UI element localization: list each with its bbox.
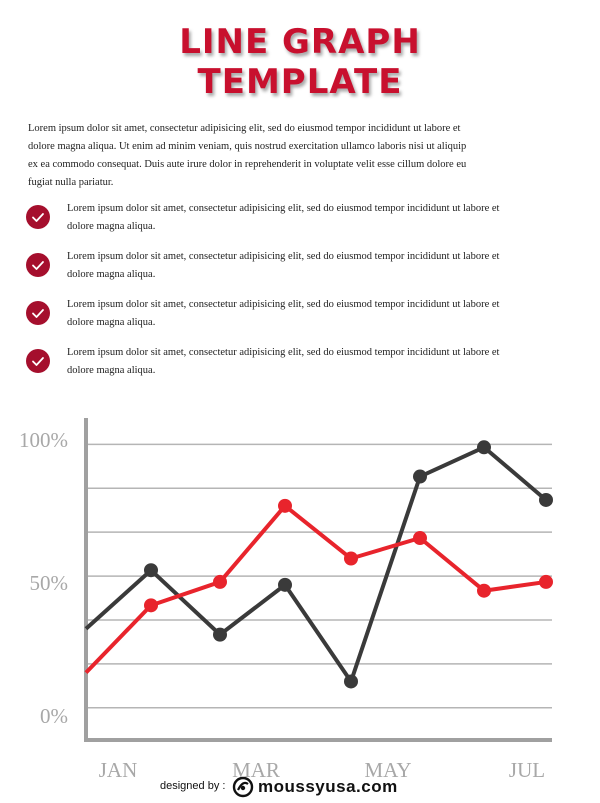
x-tick-label: JUL xyxy=(508,758,546,782)
series-dark-point xyxy=(413,470,427,484)
series-red-point xyxy=(539,575,553,589)
checkmark-icon xyxy=(26,301,50,325)
bullet-text: Lorem ipsum dolor sit amet, consectetur adipisicing elit, sed do eiusmod tempor incididunt ut labore et dolore magna aliqua. xyxy=(67,203,500,232)
x-tick-label: MAR xyxy=(232,758,280,782)
x-tick-label: JAN xyxy=(98,758,138,782)
line-chart xyxy=(0,400,600,785)
bullet-item xyxy=(26,200,546,248)
checkmark-icon xyxy=(26,349,50,373)
x-tick-label: MAY xyxy=(364,758,412,782)
bullet-item xyxy=(26,248,546,296)
series-dark-point xyxy=(278,578,292,592)
series-red-point xyxy=(344,552,358,566)
series-dark-point xyxy=(344,674,358,688)
credit-site: moussyusa.com xyxy=(258,777,398,796)
moussyusa-logo-icon xyxy=(232,776,254,803)
checkmark-icon xyxy=(26,205,50,229)
series-dark-point xyxy=(213,628,227,642)
checkmark-icon xyxy=(26,253,50,277)
bullet-text: Lorem ipsum dolor sit amet, consectetur adipisicing elit, sed do eiusmod tempor incididunt ut labore et dolore magna aliqua. xyxy=(67,251,500,280)
y-tick-label: 50% xyxy=(29,571,68,595)
title-line-1: LINE GRAPH xyxy=(179,22,421,62)
y-tick-label: 100% xyxy=(19,428,68,452)
bullet-text: Lorem ipsum dolor sit amet, consectetur adipisicing elit, sed do eiusmod tempor incididunt ut labore et dolore magna aliqua. xyxy=(67,299,500,328)
y-tick-label: 0% xyxy=(40,704,68,728)
series-red-point xyxy=(413,531,427,545)
bullet-item xyxy=(26,296,546,344)
series-dark-point xyxy=(539,493,553,507)
series-red-point xyxy=(477,584,491,598)
bullet-list xyxy=(26,200,546,392)
bullet-item xyxy=(26,344,546,392)
series-red-point xyxy=(278,499,292,513)
intro-paragraph: Lorem ipsum dolor sit amet, consectetur adipisicing elit, sed do eiusmod tempor incididunt ut labore et dolore magna aliqua. Ut enim ad minim veniam, quis nostrud exercitation ullamco laboris nisi ut aliquip ex ea commodo consequat. Duis aute irure dolor in reprehenderit in voluptate velit esse cillum dolore eu fugiat nulla pariatur. xyxy=(28,123,467,188)
series-dark-point xyxy=(144,563,158,577)
series-dark-line xyxy=(86,447,546,681)
credit-label: designed by : xyxy=(160,780,226,792)
series-red-point xyxy=(213,575,227,589)
series-red-line xyxy=(86,506,546,673)
series-dark-point xyxy=(477,440,491,454)
bullet-text: Lorem ipsum dolor sit amet, consectetur adipisicing elit, sed do eiusmod tempor incididunt ut labore et dolore magna aliqua. xyxy=(67,347,500,376)
page-title xyxy=(0,22,600,102)
series-red-point xyxy=(144,598,158,612)
title-line-2: TEMPLATE xyxy=(197,62,403,102)
